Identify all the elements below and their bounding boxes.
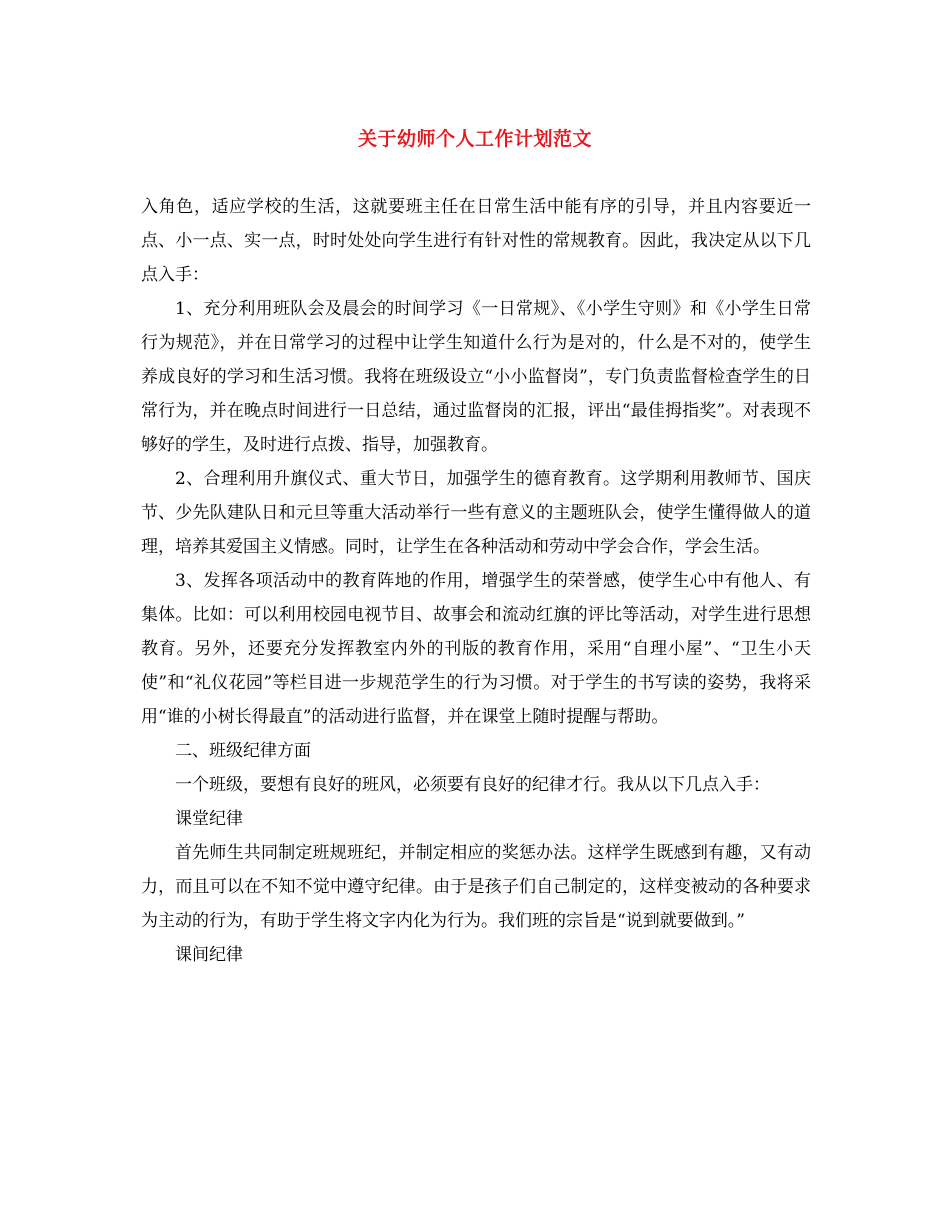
body-paragraph: 首先师生共同制定班规班纪，并制定相应的奖惩办法。这样学生既感到有趣，又有动力，而且可以在不知不觉中遵守纪律。由于是孩子们自己制定的，这样变被动的各种要求为主动的行为，有助于学生将文字内化为行为。我们班的宗旨是“说到就要做到。” (141, 843, 811, 931)
body-paragraph: 1、充分利用班队会及晨会的时间学习《一日常规》、《小学生守则》和《小学生日常行为规范》，并在日常学习的过程中让学生知道什么行为是对的，什么是不对的，使学生养成良好的学习和生活习惯。我将在班级设立“小小监督岗”，专门负责监督检查学生的日常行为，并在晚点时间进行一日总结，通过监督岗的汇报，评出“最佳拇指奖”。对表现不够好的学生，及时进行点拨、指导，加强教育。 (141, 299, 811, 455)
body-paragraph: 课堂纪律 (175, 809, 243, 829)
body-paragraph: 一个班级，要想有良好的班风，必须要有良好的纪律才行。我从以下几点入手： (175, 775, 770, 795)
body-paragraph: 二、班级纪律方面 (175, 741, 311, 761)
document-title: 关于幼师个人工作计划范文 (357, 128, 592, 150)
document-body (141, 190, 811, 972)
body-paragraph: 入角色，适应学校的生活，这就要班主任在日常生活中能有序的引导，并且内容要近一点、小一点、实一点，时时处处向学生进行有针对性的常规教育。因此，我决定从以下几点入手： (141, 197, 811, 285)
body-paragraph: 2、合理利用升旗仪式、重大节日，加强学生的德育教育。这学期利用教师节、国庆节、少先队建队日和元旦等重大活动举行一些有意义的主题班队会，使学生懂得做人的道理，培养其爱国主义情感。同时，让学生在各种活动和劳动中学会合作，学会生活。 (141, 469, 811, 557)
body-paragraph: 3、发挥各项活动中的教育阵地的作用，增强学生的荣誉感，使学生心中有他人、有集体。比如：可以利用校园电视节目、故事会和流动红旗的评比等活动，对学生进行思想教育。另外，还要充分发挥教室内外的刊版的教育作用，采用“自理小屋”、“卫生小天使”和“礼仪花园”等栏目进一步规范学生的行为习惯。对于学生的书写读的姿势，我将采用“谁的小树长得最直”的活动进行监督，并在课堂上随时提醒与帮助。 (141, 571, 811, 727)
body-paragraph: 课间纪律 (175, 945, 243, 965)
